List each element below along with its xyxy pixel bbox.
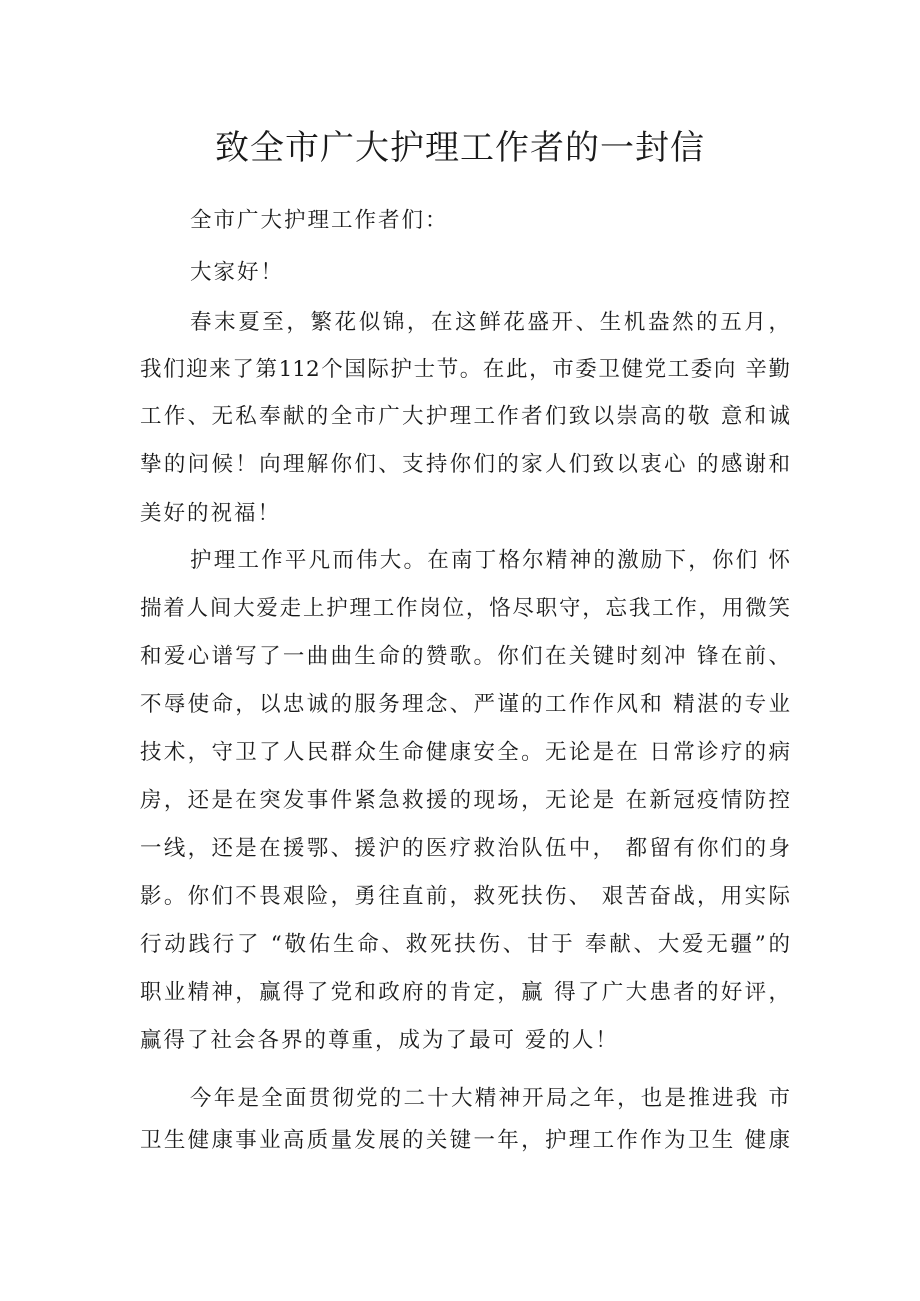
paragraph-2-line: 和爱心谱写了一曲曲生命的赞歌。你们在关键时刻冲 锋在前、 bbox=[140, 644, 790, 669]
paragraph-2-line: 赢得了社会各界的尊重，成为了最可 爱的人！ bbox=[140, 1028, 619, 1053]
page-title: 致全市广大护理工作者的一封信 bbox=[215, 128, 705, 168]
paragraph-1-line: 工作、无私奉献的全市广大护理工作者们致以崇高的敬 意和诚 bbox=[140, 404, 790, 429]
paragraph-1-line: 春末夏至，繁花似锦，在这鲜花盛开、生机盎然的五月， bbox=[190, 310, 790, 335]
paragraph-2-line: 一线，还是在援鄂、援沪的医疗救治队伍中， 都留有你们的身 bbox=[140, 836, 790, 861]
paragraph-3-line: 今年是全面贯彻党的二十大精神开局之年，也是推进我 市 bbox=[190, 1086, 790, 1111]
greeting: 大家好！ bbox=[190, 260, 285, 285]
paragraph-2-line: 技术，守卫了人民群众生命健康安全。无论是在 日常诊疗的病 bbox=[140, 740, 790, 765]
paragraph-1-line: 挚的问候！向理解你们、支持你们的家人们致以衷心 的感谢和 bbox=[140, 452, 790, 477]
paragraph-2-line: 护理工作平凡而伟大。在南丁格尔精神的激励下，你们 怀 bbox=[190, 548, 790, 573]
paragraph-1-line: 我们迎来了第112个国际护士节。在此，市委卫健党工委向 辛勤 bbox=[140, 357, 790, 382]
paragraph-2-line: 行动践行了 “敬佑生命、救死扶伤、甘于 奉献、大爱无疆”的 bbox=[140, 932, 790, 957]
paragraph-2-line: 房，还是在突发事件紧急救援的现场，无论是 在新冠疫情防控 bbox=[140, 788, 790, 813]
paragraph-1-line: 美好的祝福！ bbox=[140, 501, 282, 526]
paragraph-2-line: 影。你们不畏艰险，勇往直前，救死扶伤、 艰苦奋战，用实际 bbox=[140, 884, 790, 909]
paragraph-3-line: 卫生健康事业高质量发展的关键一年，护理工作作为卫生 健康 bbox=[140, 1128, 790, 1153]
paragraph-2-line: 不辱使命，以忠诚的服务理念、严谨的工作作风和 精湛的专业 bbox=[140, 692, 790, 717]
paragraph-2-line: 职业精神，赢得了党和政府的肯定，赢 得了广大患者的好评， bbox=[140, 980, 790, 1005]
salutation: 全市广大护理工作者们： bbox=[190, 208, 449, 233]
paragraph-2-line: 揣着人间大爱走上护理工作岗位，恪尽职守，忘我工作，用微笑 bbox=[140, 596, 790, 621]
